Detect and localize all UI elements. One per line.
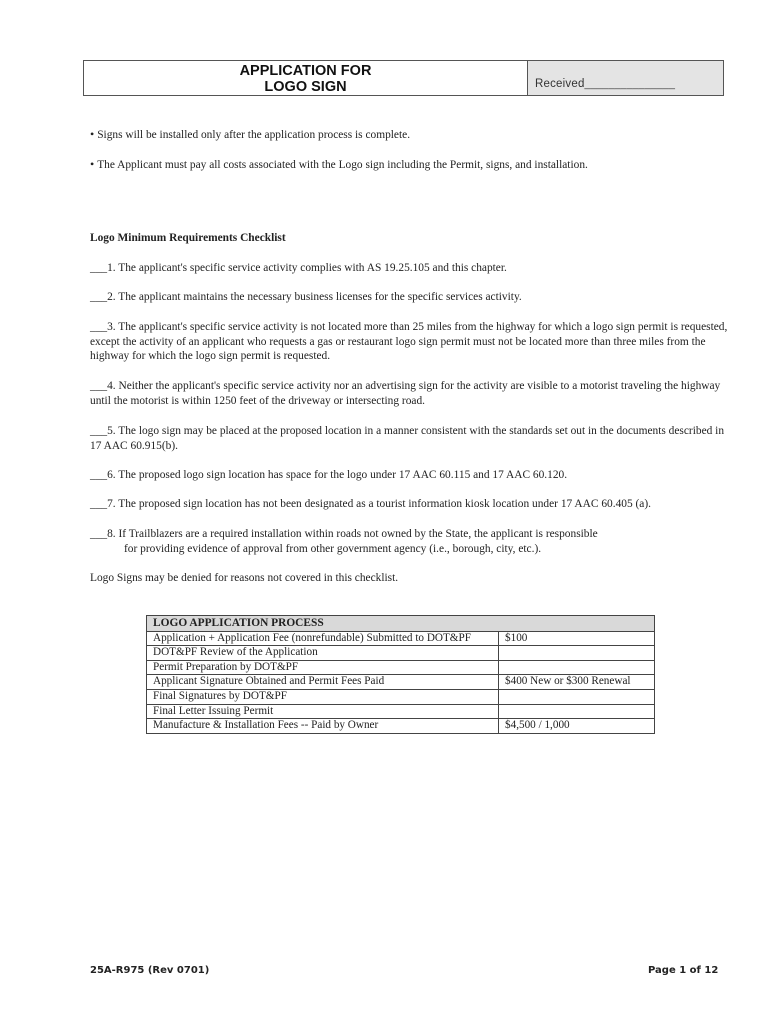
table-row xyxy=(147,646,655,661)
step-cell: Application + Application Fee (nonrefundable) Submitted to DOT&PF xyxy=(147,631,499,646)
bullet-icon: • xyxy=(90,157,95,171)
table-row xyxy=(147,689,655,704)
table-row xyxy=(147,631,655,646)
cost-cell: $100 xyxy=(499,631,655,646)
table-title: LOGO APPLICATION PROCESS xyxy=(147,616,655,632)
checklist-item: ___5. The logo sign may be placed at the proposed location in a manner consistent with the standards set out in the documents described in 17 AAC 60.915(b). xyxy=(90,425,725,452)
page-number: Page 1 of 12 xyxy=(648,965,719,976)
header-box xyxy=(83,60,724,96)
table-row xyxy=(147,719,655,734)
table-row xyxy=(147,675,655,690)
step-cell: Final Signatures by DOT&PF xyxy=(147,689,499,704)
cost-cell xyxy=(499,660,655,675)
checklist-item: ___6. The proposed logo sign location has space for the logo under 17 AAC 60.115 and 17 AAC 60.120. xyxy=(90,469,568,481)
step-cell: Permit Preparation by DOT&PF xyxy=(147,660,499,675)
step-cell: Manufacture & Installation Fees -- Paid by Owner xyxy=(147,719,499,734)
title-line-2: LOGO SIGN xyxy=(264,79,347,95)
checklist-item: ___1. The applicant's specific service activity complies with AS 19.25.105 and this chapter. xyxy=(90,262,507,274)
step-cell: Applicant Signature Obtained and Permit Fees Paid xyxy=(147,675,499,690)
bullet-item xyxy=(90,157,588,172)
table-header-row xyxy=(147,616,655,632)
received-blank: _______________ xyxy=(584,78,676,90)
bullet-item xyxy=(90,127,410,142)
checklist-note: Logo Signs may be denied for reasons not covered in this checklist. xyxy=(90,572,399,584)
form-number: 25A-R975 (Rev 0701) xyxy=(90,965,210,976)
cost-cell xyxy=(499,689,655,704)
bullet-text: Signs will be installed only after the application process is complete. xyxy=(97,129,411,141)
cost-cell: $4,500 / 1,000 xyxy=(499,719,655,734)
table-row xyxy=(147,704,655,719)
step-cell: DOT&PF Review of the Application xyxy=(147,646,499,661)
cost-cell xyxy=(499,704,655,719)
checklist-item: ___4. Neither the applicant's specific service activity nor an advertising sign for the activity are visible to a motorist traveling the highway until the motorist is within 1250 feet of the driveway or intersecting road. xyxy=(90,380,721,407)
bullet-icon: • xyxy=(90,127,95,141)
checklist-item-8-line2: for providing evidence of approval from other government agency (i.e., borough, city, etc.). xyxy=(124,542,542,555)
checklist-item-8-line1: ___8. If Trailblazers are a required installation within roads not owned by the State, the applicant is responsible xyxy=(90,528,598,540)
table-row xyxy=(147,660,655,675)
title-line-1: APPLICATION FOR xyxy=(239,63,372,79)
process-table xyxy=(146,615,655,734)
checklist-item: ___2. The applicant maintains the necessary business licenses for the specific services activity. xyxy=(90,291,522,303)
document-title xyxy=(84,61,528,95)
checklist-item-8 xyxy=(90,527,730,556)
checklist-item: ___3. The applicant's specific service activity is not located more than 25 miles from the highway for which a logo sign permit is requested, except the activity of an applicant who requests a gas or restaurant logo sign permit must not be located more than three miles from the highway for which the logo sign permit is requested. xyxy=(90,321,728,363)
checklist-title: Logo Minimum Requirements Checklist xyxy=(90,232,286,244)
bullet-text: The Applicant must pay all costs associated with the Logo sign including the Permit, signs, and installation. xyxy=(97,159,588,171)
cost-cell xyxy=(499,646,655,661)
checklist-item: ___7. The proposed sign location has not been designated as a tourist information kiosk location under 17 AAC 60.405 (a). xyxy=(90,498,651,510)
step-cell: Final Letter Issuing Permit xyxy=(147,704,499,719)
received-field[interactable] xyxy=(528,61,723,95)
cost-cell: $400 New or $300 Renewal xyxy=(499,675,655,690)
received-label: Received xyxy=(535,78,585,90)
